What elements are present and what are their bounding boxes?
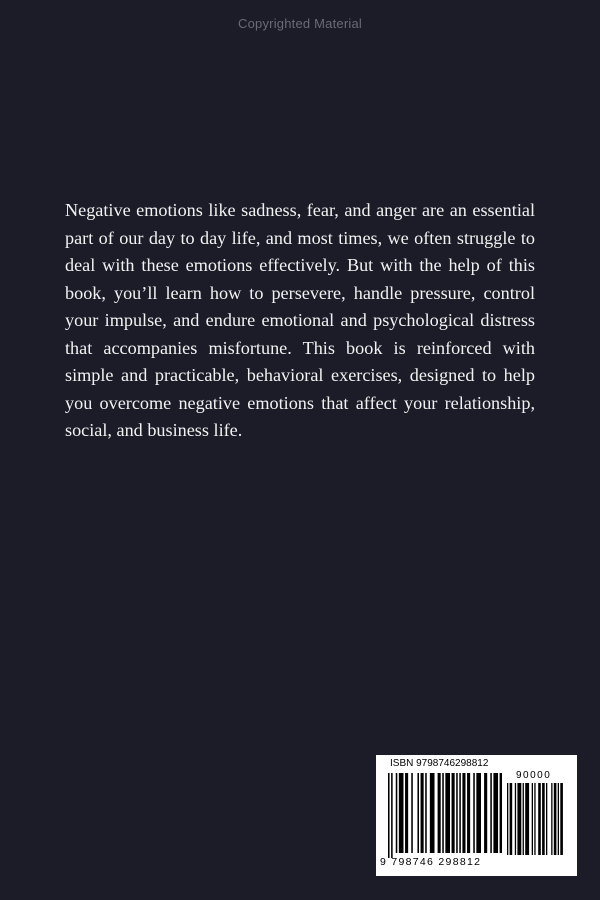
barcode-bar <box>405 773 408 853</box>
barcode-bar <box>560 783 563 855</box>
addon-digits: 90000 <box>516 770 552 781</box>
barcode-bar <box>459 773 461 853</box>
barcode-bar <box>546 783 547 855</box>
barcode-bar <box>542 783 545 855</box>
barcode-bar <box>476 773 481 853</box>
barcode-bar <box>421 773 424 853</box>
barcode-bar <box>538 783 541 855</box>
barcode-bar <box>438 773 441 853</box>
barcode-bar <box>445 773 450 853</box>
barcode-box <box>376 755 577 876</box>
barcode-bar <box>399 773 404 853</box>
barcode-bar <box>467 773 470 853</box>
back-cover-blurb: Negative emotions like sadness, fear, and anger are an essential part of our day to day life, and most times, we often struggle to deal with these emotions effectively. But with the help of this book, you’ll learn how to persevere, handle pressure, control your impulse, and endure emotional and psychological distress that accompanies misfortune. This book is reinforced with simple and practicable, behavioral exercises, designed to help you overcome negative emotions that affect your relationship, social, and business life. <box>65 200 535 440</box>
barcode-bar <box>462 773 465 853</box>
barcode-bar <box>500 773 502 853</box>
barcode-bar <box>442 773 444 853</box>
barcode-addon-bars <box>507 783 563 858</box>
barcode-bar <box>523 783 524 855</box>
barcode-bar <box>430 773 435 853</box>
barcode-bar <box>525 783 529 855</box>
barcode-bar <box>411 773 413 853</box>
barcode-bar <box>534 783 535 855</box>
barcode-bar <box>515 783 516 855</box>
barcode-bar <box>396 773 398 853</box>
barcode-bar <box>517 783 521 855</box>
barcode-main-digits: 9 798746 298812 <box>380 856 482 868</box>
barcode-bar <box>558 783 559 855</box>
barcode-bar <box>510 783 513 855</box>
barcode-bar <box>473 773 475 853</box>
barcode-bar <box>388 773 390 858</box>
barcode-bar <box>425 773 427 853</box>
watermark-top: Copyrighted Material <box>238 16 362 31</box>
barcode-bar <box>456 773 458 853</box>
barcode-bar <box>532 783 533 855</box>
barcode-bar <box>554 783 557 855</box>
barcode-bar <box>391 773 393 858</box>
barcode-bar <box>551 783 552 855</box>
barcode-bar <box>507 783 508 855</box>
barcode-bar <box>484 773 487 853</box>
barcode-bar <box>493 773 498 853</box>
barcode-bar <box>452 773 455 853</box>
isbn-label: ISBN 9798746298812 <box>390 758 489 769</box>
barcode-bar <box>490 773 492 853</box>
barcode-main-bars <box>388 773 502 858</box>
barcode-bar <box>417 773 419 853</box>
